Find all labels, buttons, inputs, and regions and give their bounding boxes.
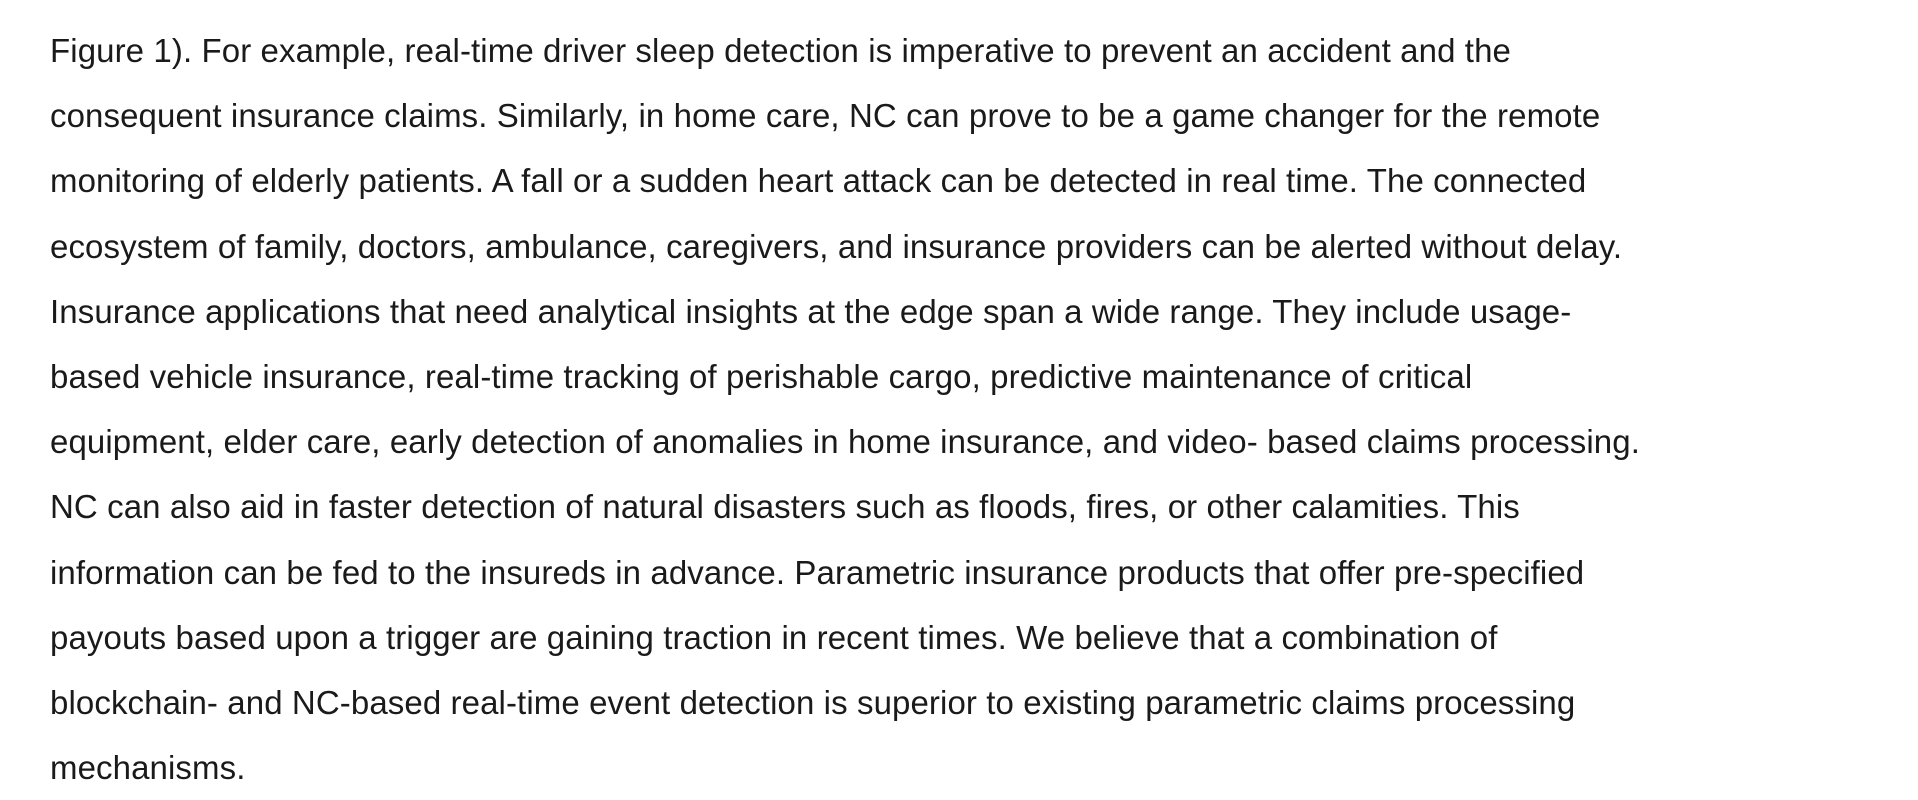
paragraph-line-10: payouts based upon a trigger are gaining traction in recent times. We believe that a combination of	[50, 618, 1498, 656]
paragraph-line-3: monitoring of elderly patients. A fall or a sudden heart attack can be detected in real time. The connected	[50, 162, 1587, 200]
paragraph-line-12: mechanisms.	[50, 749, 246, 787]
body-paragraph	[50, 18, 1918, 800]
paragraph-line-1: Figure 1). For example, real-time driver sleep detection is imperative to prevent an accident and the	[50, 32, 1511, 69]
paragraph-line-8: NC can also aid in faster detection of natural disasters such as floods, fires, or other calamities. This	[50, 488, 1520, 526]
paragraph-line-6: based vehicle insurance, real-time tracking of perishable cargo, predictive maintenance of critical	[50, 358, 1473, 396]
paragraph-line-7: equipment, elder care, early detection of anomalies in home insurance, and video- based claims processing.	[50, 423, 1640, 461]
paragraph-line-2: consequent insurance claims. Similarly, in home care, NC can prove to be a game changer for the remote	[50, 97, 1601, 135]
paragraph-line-11: blockchain- and NC-based real-time event detection is superior to existing parametric claims processing	[50, 684, 1576, 722]
paragraph-line-5: Insurance applications that need analytical insights at the edge span a wide range. They include usage-	[50, 292, 1572, 330]
paragraph-line-9: information can be fed to the insureds in advance. Parametric insurance products that offer pre-specified	[50, 553, 1585, 591]
paragraph-line-4: ecosystem of family, doctors, ambulance, caregivers, and insurance providers can be alerted without delay.	[50, 227, 1623, 265]
